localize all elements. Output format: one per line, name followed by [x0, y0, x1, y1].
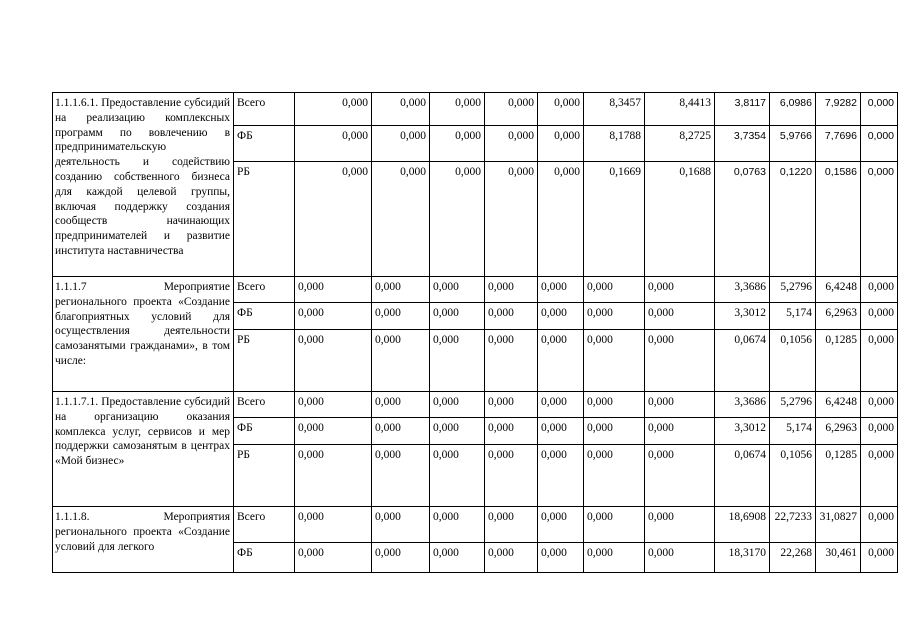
- value-cell: 0,000: [430, 392, 485, 418]
- value-cell: 3,3012: [715, 418, 770, 445]
- row-description: 1.1.1.7 Мероприятие регионального проекта «Создание благоприятных условий для осуществления деятельности самозанятыми гражданами», в том числе:: [53, 277, 234, 392]
- value-cell: 0,000: [861, 277, 898, 303]
- value-cell: 0,000: [295, 330, 372, 392]
- value-cell: 0,000: [295, 303, 372, 330]
- value-cell: 0,0763: [715, 162, 770, 277]
- value-cell: 0,0674: [715, 445, 770, 507]
- value-cell: 0,000: [584, 445, 645, 507]
- value-cell: 0,000: [430, 543, 485, 573]
- value-cell: 0,000: [584, 392, 645, 418]
- value-cell: 0,000: [372, 392, 430, 418]
- value-cell: 0,000: [485, 507, 538, 543]
- value-cell: 0,000: [485, 418, 538, 445]
- value-cell: 18,6908: [715, 507, 770, 543]
- value-cell: 0,000: [861, 330, 898, 392]
- value-cell: 7,7696: [816, 126, 861, 162]
- value-cell: 0,000: [645, 418, 715, 445]
- value-cell: 0,000: [645, 445, 715, 507]
- funding-source: РБ: [234, 445, 295, 507]
- value-cell: 0,000: [645, 303, 715, 330]
- value-cell: 0,000: [372, 126, 430, 162]
- value-cell: 0,000: [372, 162, 430, 277]
- value-cell: 0,000: [485, 126, 538, 162]
- funding-source: Всего: [234, 277, 295, 303]
- value-cell: 3,7354: [715, 126, 770, 162]
- value-cell: 0,000: [372, 330, 430, 392]
- value-cell: 0,000: [430, 507, 485, 543]
- value-cell: 0,000: [584, 303, 645, 330]
- value-cell: 0,000: [372, 445, 430, 507]
- funding-source: Всего: [234, 507, 295, 543]
- value-cell: 0,000: [295, 418, 372, 445]
- value-cell: 0,000: [485, 277, 538, 303]
- funding-source: Всего: [234, 392, 295, 418]
- value-cell: 0,000: [538, 303, 584, 330]
- value-cell: 0,000: [645, 277, 715, 303]
- value-cell: 0,000: [485, 93, 538, 126]
- value-cell: 0,000: [430, 303, 485, 330]
- value-cell: 0,000: [372, 93, 430, 126]
- value-cell: 6,0986: [770, 93, 816, 126]
- value-cell: 3,8117: [715, 93, 770, 126]
- value-cell: 0,000: [430, 445, 485, 507]
- value-cell: 0,000: [372, 277, 430, 303]
- value-cell: 0,000: [538, 162, 584, 277]
- value-cell: 0,000: [584, 330, 645, 392]
- funding-source: ФБ: [234, 543, 295, 573]
- funding-source: РБ: [234, 162, 295, 277]
- table-row: [53, 392, 898, 418]
- value-cell: 0,000: [861, 445, 898, 507]
- value-cell: 0,000: [861, 93, 898, 126]
- value-cell: 0,000: [538, 330, 584, 392]
- value-cell: 0,000: [430, 330, 485, 392]
- value-cell: 5,174: [770, 418, 816, 445]
- value-cell: 0,000: [485, 330, 538, 392]
- funding-source: ФБ: [234, 418, 295, 445]
- value-cell: 0,1285: [816, 330, 861, 392]
- value-cell: 0,000: [295, 162, 372, 277]
- value-cell: 3,3012: [715, 303, 770, 330]
- value-cell: 0,000: [861, 303, 898, 330]
- value-cell: 0,000: [584, 418, 645, 445]
- value-cell: 31,0827: [816, 507, 861, 543]
- value-cell: 0,000: [538, 418, 584, 445]
- value-cell: 30,461: [816, 543, 861, 573]
- value-cell: 6,2963: [816, 303, 861, 330]
- value-cell: 0,000: [861, 507, 898, 543]
- value-cell: 22,7233: [770, 507, 816, 543]
- value-cell: 5,174: [770, 303, 816, 330]
- value-cell: 0,1285: [816, 445, 861, 507]
- value-cell: 0,000: [485, 543, 538, 573]
- value-cell: 0,000: [485, 445, 538, 507]
- value-cell: 0,000: [645, 392, 715, 418]
- value-cell: 0,000: [645, 507, 715, 543]
- value-cell: 0,000: [485, 392, 538, 418]
- table-row: [53, 93, 898, 126]
- value-cell: 0,000: [372, 543, 430, 573]
- value-cell: 8,3457: [584, 93, 645, 126]
- value-cell: 8,1788: [584, 126, 645, 162]
- row-description: 1.1.1.7.1. Предоставление субсидий на организацию оказания комплекса услуг, сервисов и мер поддержки самозанятым в центрах «Мой бизнес»: [53, 392, 234, 507]
- value-cell: 0,000: [538, 277, 584, 303]
- row-description: 1.1.1.8. Мероприятия регионального проекта «Создание условий для легкого: [53, 507, 234, 573]
- value-cell: 0,000: [861, 126, 898, 162]
- value-cell: 22,268: [770, 543, 816, 573]
- value-cell: 0,1056: [770, 330, 816, 392]
- value-cell: 0,000: [430, 93, 485, 126]
- value-cell: 5,2796: [770, 392, 816, 418]
- value-cell: 7,9282: [816, 93, 861, 126]
- value-cell: 0,000: [538, 543, 584, 573]
- value-cell: 0,000: [584, 507, 645, 543]
- value-cell: 0,000: [538, 93, 584, 126]
- table-row: [53, 507, 898, 543]
- value-cell: 0,000: [485, 162, 538, 277]
- value-cell: 8,4413: [645, 93, 715, 126]
- value-cell: 0,000: [584, 543, 645, 573]
- value-cell: 0,000: [295, 543, 372, 573]
- funding-source: Всего: [234, 93, 295, 126]
- value-cell: 6,4248: [816, 392, 861, 418]
- value-cell: 0,000: [584, 277, 645, 303]
- value-cell: 0,1669: [584, 162, 645, 277]
- value-cell: 0,000: [645, 543, 715, 573]
- value-cell: 0,000: [295, 93, 372, 126]
- value-cell: 0,000: [861, 418, 898, 445]
- funding-source: ФБ: [234, 126, 295, 162]
- value-cell: 0,000: [295, 507, 372, 543]
- value-cell: 0,000: [372, 303, 430, 330]
- value-cell: 6,2963: [816, 418, 861, 445]
- row-description: 1.1.1.6.1. Предоставление субсидий на реализацию комплексных программ по вовлечению в предпринимательскую деятельность и содействию созданию собственного бизнеса для каждой целевой группы, включая поддержку создания сообществ начинающих предпринимателей и развитие института наставничества: [53, 93, 234, 277]
- value-cell: 0,1586: [816, 162, 861, 277]
- funding-source: ФБ: [234, 303, 295, 330]
- value-cell: 0,000: [538, 507, 584, 543]
- value-cell: 8,2725: [645, 126, 715, 162]
- value-cell: 18,3170: [715, 543, 770, 573]
- value-cell: 0,000: [295, 392, 372, 418]
- value-cell: 0,000: [538, 126, 584, 162]
- value-cell: 0,1688: [645, 162, 715, 277]
- value-cell: 3,3686: [715, 392, 770, 418]
- value-cell: 5,2796: [770, 277, 816, 303]
- value-cell: 0,000: [645, 330, 715, 392]
- value-cell: 0,000: [485, 303, 538, 330]
- value-cell: 3,3686: [715, 277, 770, 303]
- value-cell: 0,1220: [770, 162, 816, 277]
- value-cell: 0,000: [538, 392, 584, 418]
- value-cell: 0,000: [295, 277, 372, 303]
- value-cell: 0,000: [372, 418, 430, 445]
- value-cell: 6,4248: [816, 277, 861, 303]
- value-cell: 0,000: [295, 126, 372, 162]
- value-cell: 0,000: [538, 445, 584, 507]
- value-cell: 0,000: [372, 507, 430, 543]
- value-cell: 0,000: [430, 418, 485, 445]
- value-cell: 0,000: [430, 126, 485, 162]
- budget-table: [52, 92, 898, 573]
- value-cell: 0,000: [861, 543, 898, 573]
- value-cell: 5,9766: [770, 126, 816, 162]
- value-cell: 0,000: [295, 445, 372, 507]
- value-cell: 0,000: [430, 277, 485, 303]
- funding-source: РБ: [234, 330, 295, 392]
- value-cell: 0,000: [861, 392, 898, 418]
- table-row: [53, 277, 898, 303]
- value-cell: 0,000: [430, 162, 485, 277]
- value-cell: 0,0674: [715, 330, 770, 392]
- value-cell: 0,000: [861, 162, 898, 277]
- value-cell: 0,1056: [770, 445, 816, 507]
